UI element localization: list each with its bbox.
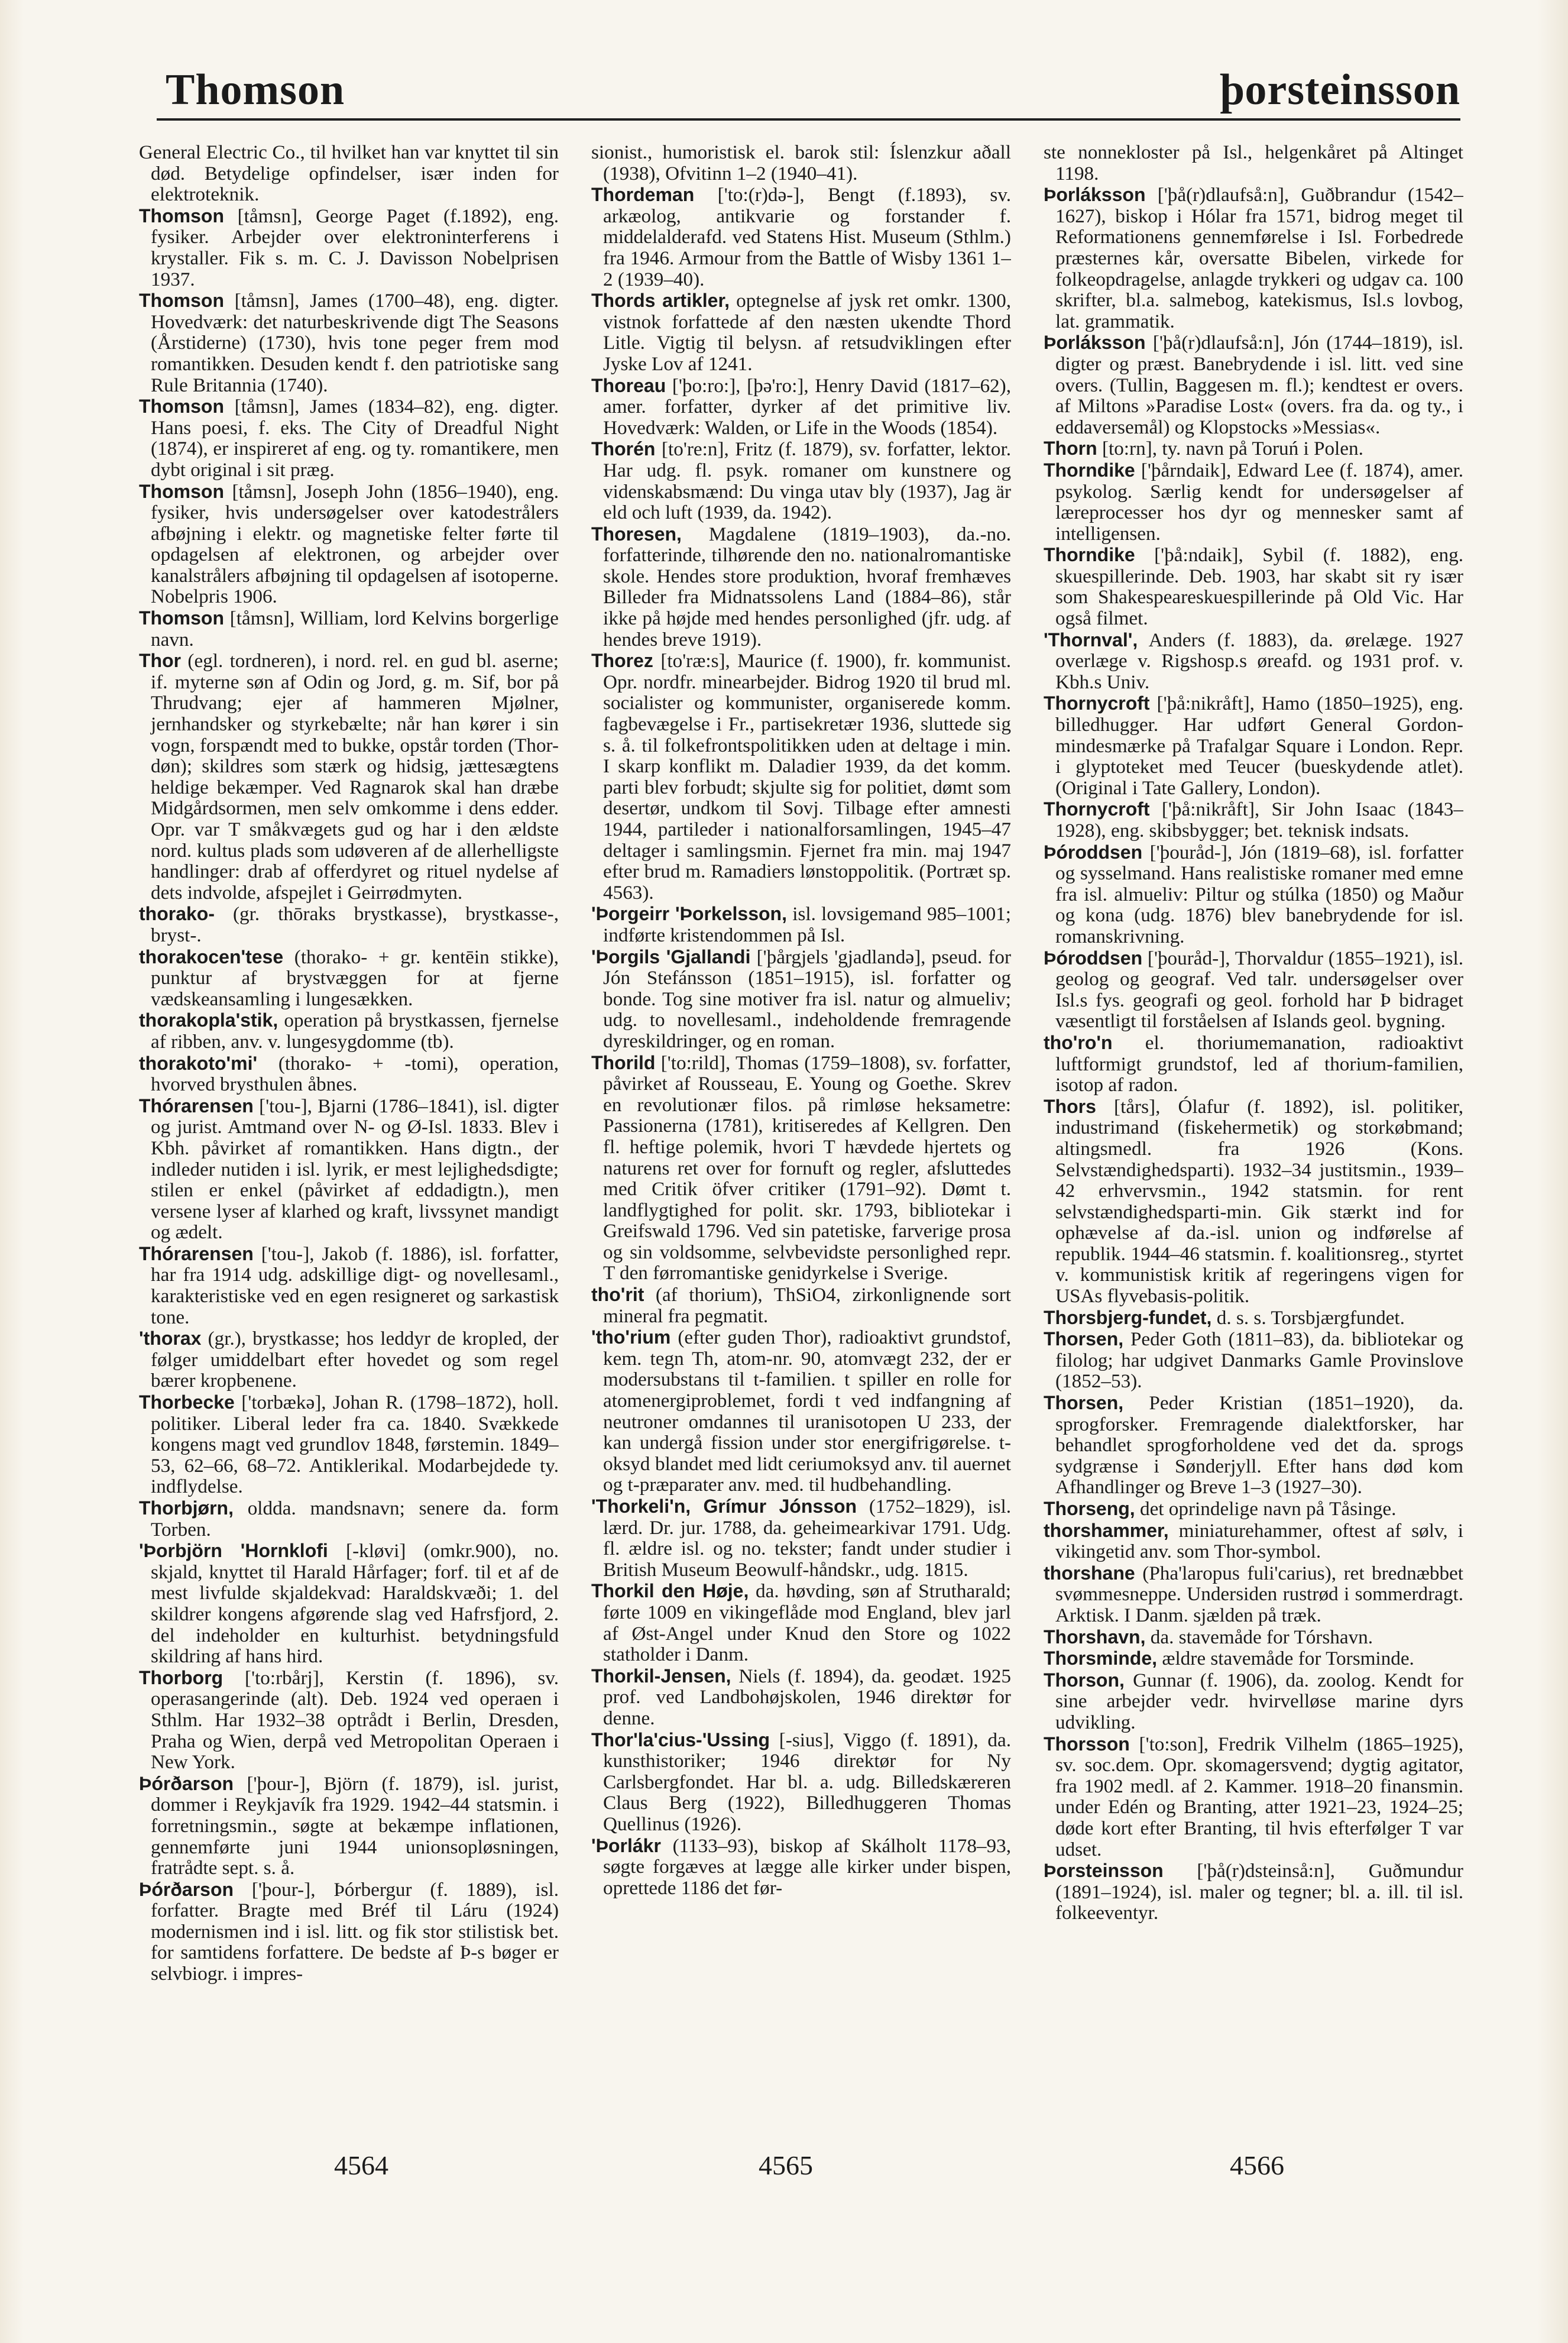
entry-text: ['þå:nikråft], Hamo (1850–1925), eng. billedhugger. Har udført General Gordon-mindesmærke på Trafalgar Square i London. Repr. i glyptoteket med Teucer (bueskydende atlet). (Original i Tate Gallery, London).	[1055, 692, 1463, 799]
dictionary-entry	[139, 142, 559, 205]
entry-headword: 'Thornval',	[1044, 629, 1138, 651]
dictionary-entry	[139, 1392, 559, 1497]
dictionary-entry	[591, 651, 1011, 903]
dictionary-entry	[139, 904, 559, 946]
entry-text: el. thoriumemanation, radioaktivt luftformigt grundstof, led af thorium-familien, isotop af radon.	[1055, 1031, 1463, 1096]
entry-text: optegnelse af jysk ret omkr. 1300, vistnok forfattede af den næsten ukendte Thord Litle. Vigtig til belysn. af retsudviklingen efter Jyske Lov af 1241.	[603, 290, 1011, 375]
entry-text: ['þo:ro:], [þə'ro:], Henry David (1817–62), amer. forfatter, dyrker af det primitive liv. Hovedværk: Walden, or Life in the Woods (1854).	[603, 374, 1011, 439]
entry-text: ['þå(r)dsteinså:n], Guðmundur (1891–1924), isl. maler og tegner; bl. a. ill. til isl. folkeeventyr.	[1055, 1860, 1463, 1924]
entry-headword: Thorsen,	[1044, 1392, 1124, 1414]
dictionary-entry	[591, 1284, 1011, 1326]
dictionary-entry	[591, 1730, 1011, 1835]
entry-text: oldda. mandsnavn; senere da. form Torben.	[151, 1497, 559, 1541]
page-number-left: 4564	[334, 2150, 388, 2180]
dictionary-entry	[139, 1244, 559, 1328]
entry-headword: Thomson	[139, 205, 224, 226]
dictionary-entry	[591, 290, 1011, 374]
column-1	[139, 142, 559, 2141]
dictionary-entry	[1044, 1033, 1463, 1096]
entry-text: ['tou-], Jakob (f. 1886), isl. forfatter, har fra 1914 udg. adskillige digt- og novellesaml., karakteristiske ved en egen resigneret og sarkastisk tone.	[151, 1242, 559, 1328]
dictionary-entry	[1044, 799, 1463, 841]
entry-headword: 'Þorlákr	[591, 1834, 661, 1856]
entry-headword: Thorn	[1044, 438, 1097, 459]
entry-headword: Thorsminde,	[1044, 1648, 1158, 1669]
entry-text: da. stavemåde for Tórshavn.	[1145, 1626, 1373, 1648]
entry-text: ['þå(r)dlaufså:n], Jón (1744–1819), isl. digter og præst. Banebrydende i isl. litt. ved sine overs. (Tullin, Baggesen m. fl.); kendtest er overs. af Miltons »Paradise Lost« (overs. fra da. og ty., i eddaversemål) og Klopstocks »Messias«.	[1055, 332, 1463, 438]
dictionary-entry	[1044, 1393, 1463, 1498]
entry-headword: Thomson	[139, 480, 224, 502]
entry-headword: 'Þorgils 'Gjallandi	[591, 946, 751, 967]
dictionary-entry	[591, 376, 1011, 439]
entry-text: (af thorium), ThSiO4, zirkonlignende sort mineral fra pegmatit.	[603, 1284, 1011, 1327]
entry-text: Niels (f. 1894), da. geodæt. 1925 prof. ved Landbohøjskolen, 1946 direktør for denne.	[603, 1665, 1011, 1729]
dictionary-entry	[1044, 842, 1463, 947]
entry-text: ['þårgjels 'gjadlandə], pseud. for Jón Stefánsson (1851–1915), isl. forfatter og bonde. Tog sine motiver fra isl. natur og almueliv; udg. to novellesaml., indeholdende fremragende dyreskildringer, og en roman.	[603, 946, 1011, 1052]
dictionary-entry	[1044, 1860, 1463, 1924]
dictionary-entry	[1044, 1734, 1463, 1860]
entry-text: (1133–93), biskop af Skálholt 1178–93, søgte forgæves at lægge alle kirker under bispen, oprettede 1186 det før-	[603, 1834, 1011, 1899]
entry-headword: Thomson	[139, 607, 224, 629]
dictionary-entry	[591, 1836, 1011, 1899]
entry-text: ['þouråd-], Jón (1819–68), isl. forfatter og sysselmand. Hans realistiske romaner med emne fra isl. almueliv: Piltur og stúlka (1850) og Maður og kona (udg. 1876) blev banebrydende for isl. romanskrivning.	[1055, 841, 1463, 947]
entry-text: Peder Goth (1811–83), da. bibliotekar og filolog; har udgivet Danmarks Gamle Provinslove (1852–53).	[1055, 1328, 1463, 1393]
entry-headword: Thorborg	[139, 1666, 223, 1688]
column-3	[1044, 142, 1463, 2141]
dictionary-entry	[139, 1096, 559, 1243]
entry-headword: Thorild	[591, 1051, 656, 1073]
dictionary-entry	[591, 1581, 1011, 1665]
entry-text: [-kløvi] (omkr.900), no. skjald, knyttet til Harald Hårfager; forf. til et af de mest livfulde skjaldekvad: Haraldskvæði; 1. del skildrer kongens afgørende slag ved Hafrsfjord, 2. del indeholder en kulturhist. betydningsfuld skildring af hans hird.	[151, 1540, 559, 1668]
dictionary-entry	[1044, 1308, 1463, 1329]
entry-text: operation på brystkassen, fjernelse af ribben, anv. v. lungesygdomme (tb).	[151, 1009, 559, 1053]
dictionary-entry	[1044, 1329, 1463, 1392]
entry-text: ['to:rbårj], Kerstin (f. 1896), sv. operasangerinde (alt). Deb. 1924 ved operaen i Sthlm. Har 1932–38 optrådt i Berlin, Dresden, Praha og Wien, derpå ved Metropolitan Operaen i New York.	[151, 1666, 559, 1774]
entry-text: ['þå(r)dlaufså:n], Guðbrandur (1542–1627), biskop i Hólar fra 1571, bidrog meget til Reformationens gennemførelse i Isl. Forbedrede præsternes kår, oversatte Bibelen, virkede for folkeopdragelse, anlagde trykkeri og udgav ca. 100 skrifter, bl.a. salmebog, katekismus, Isl.s lovbog, lat. grammatik.	[1055, 184, 1463, 332]
dictionary-entry	[139, 1879, 559, 1985]
entry-headword: thorakocen'tese	[139, 946, 284, 967]
entry-text: ['þour-], Þórbergur (f. 1889), isl. forfatter. Bragte med Bréf til Láru (1924) modernismen ind i isl. litt. og fik stor stilistisk bet. for samtidens forfattere. De bedste af Þ-s bøger er selvbiogr. i impres-	[151, 1878, 559, 1985]
entry-text: ['tou-], Bjarni (1786–1841), isl. digter og jurist. Amtmand over N- og Ø-Isl. 1833. Blev i Kbh. påvirket af romantikken. Hans digtn., der indleder nutiden i isl. lyrik, er mest lejlighedsdigte; stilen er enkel (påvirket af eddadigtn.), men versene lyser af klarhed og kraft, livssynet mandigt og ædelt.	[151, 1095, 559, 1244]
entry-text: [-sius], Viggo (f. 1891), da. kunsthistoriker; 1946 direktør for Ny Carlsbergfondet. Har bl. a. udg. Billedskæreren Claus Berg (1922), Billedhuggeren Thomas Quellinus (1926).	[603, 1729, 1011, 1835]
entry-headword: Thorez	[591, 650, 653, 672]
dictionary-entry	[591, 439, 1011, 523]
entry-headword: 'thorax	[139, 1328, 202, 1350]
entry-text: d. s. s. Torsbjærgfundet.	[1211, 1306, 1405, 1329]
dictionary-entry	[591, 142, 1011, 184]
entry-text: General Electric Co., til hvilket han var knyttet til sin død. Betydelige opfindelser, især inden for elektroteknik.	[139, 142, 559, 206]
entry-headword: Thorsen,	[1044, 1328, 1124, 1350]
entry-text: Peder Kristian (1851–1920), da. sprogforsker. Fremragende dialektforsker, har behandlet sprogforholdene ved det da. sprogs sydgrænse i Sønderjyll. Efter hans død kom Afhandlinger og Breve 1–3 (1927–30).	[1055, 1392, 1463, 1499]
entry-text: ['þour-], Björn (f. 1879), isl. jurist, dommer i Reykjavík fra 1929. 1942–44 statsmin. i forretningsmin., søgte at bekæmpe inflationen, gennemførte juni 1944 unionsopløsningen, fratrådte sept. s. å.	[151, 1772, 559, 1879]
entry-headword: Thorson,	[1044, 1669, 1125, 1691]
entry-text: det oprindelige navn på Tåsinge.	[1135, 1498, 1397, 1520]
dictionary-entry	[139, 1541, 559, 1667]
entry-text: [tåmsn], William, lord Kelvins borgerlige navn.	[151, 607, 559, 651]
entry-headword: Thorkil-Jensen,	[591, 1665, 731, 1687]
entry-text: ['to:rild], Thomas (1759–1808), sv. forfatter, påvirket af Rousseau, E. Young og Goethe. Skrev en revolutionær filos. på rimløse heksametre: Passionerna (1781), kritiseredes af Kellgren. Den fl. heftige polemik, hvori T hævdede hjertets og naturens ret over for fornuft og regler, afsluttedes med Critik öfver critiker (1791–92). Dømt t. landflygtighed for polit. skr. 1793, bibliotekar i Greifswald 1796. Ved sin patetiske, farverige prosa og sin voldsomme, selvbevidste personlighed repr. T den førromantiske genidyrkelse i Sverige.	[603, 1051, 1011, 1284]
entry-text: ['torbækə], Johan R. (1798–1872), holl. politiker. Liberal leder fra ca. 1840. Svækkede kongens magt ved grundlov 1848, førstemin. 1849–53, 62–66, 68–72. Antiklerikal. Modarbejdede ty. indflydelse.	[151, 1391, 559, 1498]
entry-headword: thorshammer,	[1044, 1519, 1169, 1541]
dictionary-entry	[139, 1053, 559, 1095]
dictionary-entry	[139, 1328, 559, 1391]
dictionary-entry	[591, 185, 1011, 290]
entry-text: ste nonnekloster på Isl., helgenkåret på Altinget 1198.	[1044, 142, 1463, 185]
entry-headword: Þóroddsen	[1044, 947, 1143, 969]
entry-text: ['to:son], Fredrik Vilhelm (1865–1925), sv. soc.dem. Opr. skomagersvend; dygtig agitator, fra 1902 medl. af 2. Kammer. 1918–20 finansmin. under Edén og Branting, atter 1921–23, 1924–25; døde kort efter Branting, til hvis efterfølger T var udset.	[1055, 1733, 1463, 1860]
dictionary-entry	[1044, 438, 1463, 459]
entry-headword: Thorbecke	[139, 1391, 235, 1413]
entry-headword: tho'ro'n	[1044, 1031, 1113, 1053]
entry-text: (gr.), brystkasse; hos leddyr de kropled, der følger umiddelbart efter hovedet og som regel bærer kropbenene.	[151, 1328, 559, 1392]
entry-headword: thorshane	[1044, 1562, 1135, 1584]
entry-headword: Þorsteinsson	[1044, 1860, 1164, 1882]
header-rule	[157, 118, 1460, 121]
entry-text: ['þårndaik], Edward Lee (f. 1874), amer. psykolog. Særlig kendt for undersøgelser af læreprocesser hos dyr og mennesker samt af intelligensen.	[1055, 459, 1463, 545]
dictionary-entry	[591, 1327, 1011, 1496]
dictionary-entry	[139, 651, 559, 903]
dictionary-entry	[139, 1010, 559, 1052]
entry-text: [tåmsn], James (1834–82), eng. digter. Hans poesi, f. eks. The City of Dreadful Night (1874), er inspireret af eng. og ty. romantikere, men dybt original i sit præg.	[151, 396, 559, 481]
dictionary-entry	[139, 206, 559, 290]
dictionary-entry	[1044, 1648, 1463, 1669]
entry-headword: Thoresen,	[591, 523, 682, 545]
entry-text: ['þå:ndaik], Sybil (f. 1882), eng. skuespillerinde. Deb. 1903, har skabt sit ry især som Shakespeareskuespillerinde på Old Vic. Har også filmet.	[1055, 544, 1463, 630]
dictionary-entry	[1044, 693, 1463, 798]
entry-headword: Thorkil den Høje,	[591, 1580, 749, 1602]
entry-text: (gr. thōraks brystkasse), brystkasse-, bryst-.	[151, 903, 559, 946]
entry-text: (efter guden Thor), radioaktivt grundstof, kem. tegn Th, atom-nr. 90, atomvægt 232, der er modersubstans til t-familien. t spiller en rolle for atomenergiproblemet, fordi t ved indfangning af neutroner omdannes til uranisotopen U 233, der kan undergå fission under stor energifrigørelse. t-oksyd blandet med lidt ceriumoksyd anv. til auernet og t-præparater anv. med. til hudbehandling.	[603, 1326, 1011, 1496]
entry-text: [to:rn], ty. navn på Toruń i Polen.	[1097, 438, 1363, 460]
entry-headword: Thorén	[591, 438, 656, 460]
entry-text: ældre stavemåde for Torsminde.	[1157, 1648, 1414, 1670]
header-last-headword: þorsteinsson	[1220, 66, 1460, 114]
dictionary-entry	[591, 1053, 1011, 1284]
entry-headword: thorakopla'stik,	[139, 1009, 278, 1031]
entry-headword: Thoreau	[591, 374, 666, 396]
entry-headword: Thornycroft	[1044, 692, 1150, 714]
entry-headword: Thor'la'cius-'Ussing	[591, 1729, 770, 1750]
entry-text: (thorako- + gr. kentēin stikke), punktur af brystvæggen for at fjerne vædskeansamling i lungesækken.	[151, 946, 559, 1010]
entry-headword: Thorsson	[1044, 1733, 1130, 1755]
dictionary-entry	[1044, 1563, 1463, 1626]
entry-headword: tho'rit	[591, 1284, 644, 1306]
entry-headword: Þóroddsen	[1044, 841, 1143, 863]
dictionary-entry	[139, 608, 559, 650]
dictionary-entry	[1044, 948, 1463, 1032]
dictionary-entry	[139, 481, 559, 608]
dictionary-entry	[1044, 460, 1463, 544]
entry-headword: Thor	[139, 650, 182, 672]
dictionary-entry	[1044, 1670, 1463, 1733]
entry-headword: Thórarensen	[139, 1095, 254, 1117]
entry-text: ['to:(r)də-], Bengt (f.1893), sv. arkæolog, antikvarie og forstander f. middelalderafd. ved Statens Hist. Museum (Sthlm.) fra 1946. Armour from the Battle of Wisby 1361 1–2 (1939–40).	[603, 184, 1011, 290]
entry-text: Magdalene (1819–1903), da.-no. forfatterinde, tilhørende den no. nationalromantiske skole. Hendes store produktion, hvoraf fremhæves Billeder fra Midnatssolens Land (1884–86), står ikke på højde med hendes personlighed (jfr. udg. af hendes breve 1919).	[603, 523, 1011, 651]
entry-text: (egl. tordneren), i nord. rel. en gud bl. aserne; if. myterne søn af Odin og Jord, g. m. Sif, bor på Thrudvang; ejer af hammeren Mjølner, jernhandsker og styrkebælte; når han kører i sin vogn, forspændt med to bukke, opstår torden (Thor-døn); skildres som stærk og hidsig, jættesægtens heldige bekæmper. Ved Ragnarok skal han dræbe Midgårdsormen, men selv omkomme i dens edder. Opr. var T småkvægets gud og har i den ældste nord. kultus plads som udøveren af de allerhelligste handlinger: drab af offerdyret og rituel nydelse af dets indvolde, afspejlet i Geirrødmyten.	[151, 650, 559, 904]
entry-headword: Thórarensen	[139, 1242, 254, 1264]
entry-text: [to're:n], Fritz (f. 1879), sv. forfatter, lektor. Har udg. fl. psyk. romaner om kunstnere og videnskabsmænd: Du vinga utav bly (1937), Jag är eld och luft (1939, da. 1942).	[603, 438, 1011, 524]
entry-text: Anders (f. 1883), da. ørelæge. 1927 overlæge v. Rigshosp.s øreafd. og 1931 prof. v. Kbh.s Univ.	[1055, 629, 1463, 693]
entry-headword: Þorláksson	[1044, 184, 1146, 206]
running-header	[157, 65, 1460, 121]
entry-headword: Þorláksson	[1044, 332, 1146, 354]
dictionary-entry	[1044, 1627, 1463, 1648]
dictionary-entry	[591, 1666, 1011, 1729]
entry-text: (thorako- + -tomi), operation, hvorved brysthulen åbnes.	[151, 1052, 559, 1096]
dictionary-entry	[1044, 142, 1463, 184]
entry-text: (Pha'laropus fuli'carius), ret brednæbbet svømmesneppe. Undersiden rustrød i sommerdragt. Arktisk. I Danm. sjælden på træk.	[1055, 1562, 1463, 1626]
entry-headword: Thords artikler,	[591, 290, 730, 312]
entry-text: miniaturehammer, oftest af sølv, i vikingetid anv. som Thor-symbol.	[1055, 1519, 1463, 1563]
entry-headword: Thorndike	[1044, 459, 1135, 481]
entry-headword: 'Thorkeli'n, Grímur Jónsson	[591, 1496, 857, 1517]
dictionary-entry	[1044, 185, 1463, 332]
dictionary-entry	[139, 1774, 559, 1879]
entry-text: [tårs], Ólafur (f. 1892), isl. politiker, industrimand (fiskehermetik) og storkøbmand; altingsmedl. fra 1926 (Kons. Selvstændighedsparti). 1932–34 justitsmin., 1939–42 erhvervsmin., 1942 statsmin. for rent selvstændighedsparti-min. Gik stærkt ind for ophævelse af da.-isl. union og indførelse af republik. 1944–46 statsmin. f. koalitionsreg., styrtet v. kommunistisk kritik af regeringens vigen for USAs flyvebasis-politik.	[1055, 1095, 1463, 1308]
dictionary-entry	[1044, 630, 1463, 693]
entry-headword: Thornycroft	[1044, 798, 1150, 820]
entry-headword: thorakoto'mi'	[139, 1052, 258, 1074]
dictionary-entry	[139, 1498, 559, 1540]
entry-headword: thorako-	[139, 903, 215, 925]
entry-text: [tåmsn], James (1700–48), eng. digter. Hovedværk: det naturbeskrivende digt The Seasons (Årstiderne) (1730), hvis tone peger frem mod romantikken. Desuden kendt f. den patriotiske sang Rule Britannia (1740).	[151, 290, 559, 396]
entry-headword: Thorseng,	[1044, 1498, 1135, 1519]
entry-headword: Thomson	[139, 290, 224, 312]
dictionary-entry	[1044, 1096, 1463, 1307]
column-2	[591, 142, 1011, 2141]
entry-text: isl. lovsigemand 985–1001; indførte kristendommen på Isl.	[603, 903, 1011, 946]
entry-text: Gunnar (f. 1906), da. zoolog. Kendt for sine arbejder vedr. hvirvelløse marine dyrs udvikling.	[1055, 1669, 1463, 1733]
entry-headword: Thordeman	[591, 184, 695, 206]
dictionary-entry	[1044, 545, 1463, 629]
dictionary-entry	[1044, 332, 1463, 438]
entry-headword: Thorbjørn,	[139, 1497, 234, 1519]
page-number-middle: 4565	[759, 2150, 813, 2180]
entry-headword: Thorsbjerg-fundet,	[1044, 1306, 1212, 1328]
entry-headword: 'Þorgeirr 'Þorkelsson,	[591, 903, 787, 925]
dictionary-entry	[591, 904, 1011, 946]
dictionary-entry	[591, 1496, 1011, 1580]
dictionary-entry	[1044, 1520, 1463, 1562]
entry-text: [tåmsn], Joseph John (1856–1940), eng. fysiker, hvis undersøgelser over katodestrålers afbøjning i elektr. og magnetiske felter førte til opdagelsen af elektronen, og arbejder over kanalstrålers afbøjning til opdagelsen af isotoperne. Nobelpris 1906.	[151, 480, 559, 608]
entry-text: ['þå:nikråft], Sir John Isaac (1843–1928), eng. skibsbygger; bet. teknisk indsats.	[1055, 798, 1463, 842]
dictionary-entry	[591, 947, 1011, 1052]
dictionary-columns	[139, 142, 1463, 2141]
dictionary-entry	[139, 290, 559, 396]
entry-headword: Thorshavn,	[1044, 1626, 1146, 1648]
dictionary-entry	[139, 1668, 559, 1773]
entry-text: ['þouråd-], Thorvaldur (1855–1921), isl. geolog og geograf. Ved talr. undersøgelser over Isl.s fys. geografi og geol. forhold har Þ bidraget væsentligt til forståelsen af Islands geol. bygning.	[1055, 947, 1463, 1033]
page-number-right: 4566	[1230, 2150, 1284, 2180]
entry-headword: Þórðarson	[139, 1772, 234, 1794]
dictionary-entry	[591, 524, 1011, 651]
dictionary-entry	[139, 947, 559, 1010]
entry-text: (1752–1829), isl. lærd. Dr. jur. 1788, da. geheimearkivar 1791. Udg. fl. ældre isl. og no. tekster; fandt under studier i British Museum Beowulf-håndskr., udg. 1815.	[603, 1496, 1011, 1581]
entry-text: [tåmsn], George Paget (f.1892), eng. fysiker. Arbejder over elektroninterferens i krystaller. Fik s. m. C. J. Davisson Nobelprisen 1937.	[151, 205, 559, 290]
entry-headword: Thomson	[139, 396, 224, 418]
entry-headword: Thorndike	[1044, 544, 1135, 566]
entry-headword: 'Þorbjörn 'Hornklofi	[139, 1540, 328, 1562]
entry-text: sionist., humoristisk el. barok stil: Íslenzkur aðall (1938), Ofvitinn 1–2 (1940–41).	[591, 142, 1011, 185]
entry-headword: Þórðarson	[139, 1878, 234, 1900]
entry-headword: Thors	[1044, 1095, 1096, 1117]
dictionary-entry	[139, 396, 559, 480]
header-first-headword: Thomson	[166, 66, 345, 114]
entry-text: da. høvding, søn af Strutharald; førte 1009 en vikingeflåde mod England, blev jarl af Øst-Angel under Knud den Store og 1022 statholder i Danm.	[603, 1580, 1011, 1666]
entry-headword: 'tho'rium	[591, 1326, 671, 1348]
dictionary-entry	[1044, 1499, 1463, 1520]
entry-text: [to'ræ:s], Maurice (f. 1900), fr. kommunist. Opr. nordfr. minearbejder. Bidrog 1920 til brud ml. socialister og kommunister, organiserede komm. fagbevægelse i Fr., partisekretær 1936, sluttede sig s. å. til folkefrontspolitikken uden at deltage i min. I skarp konflikt m. Daladier 1939, da det komm. parti blev forbudt; skjulte sig for politiet, dømt som desertør, undkom til Sovj. Tilbage efter amnesti 1944, partileder i nationalforsamlingen, 1945–47 deltager i samlingsmin. Fjernet fra min. maj 1947 efter brud m. Ramadiers lønstoppolitik. (Portræt sp. 4563).	[603, 650, 1011, 904]
